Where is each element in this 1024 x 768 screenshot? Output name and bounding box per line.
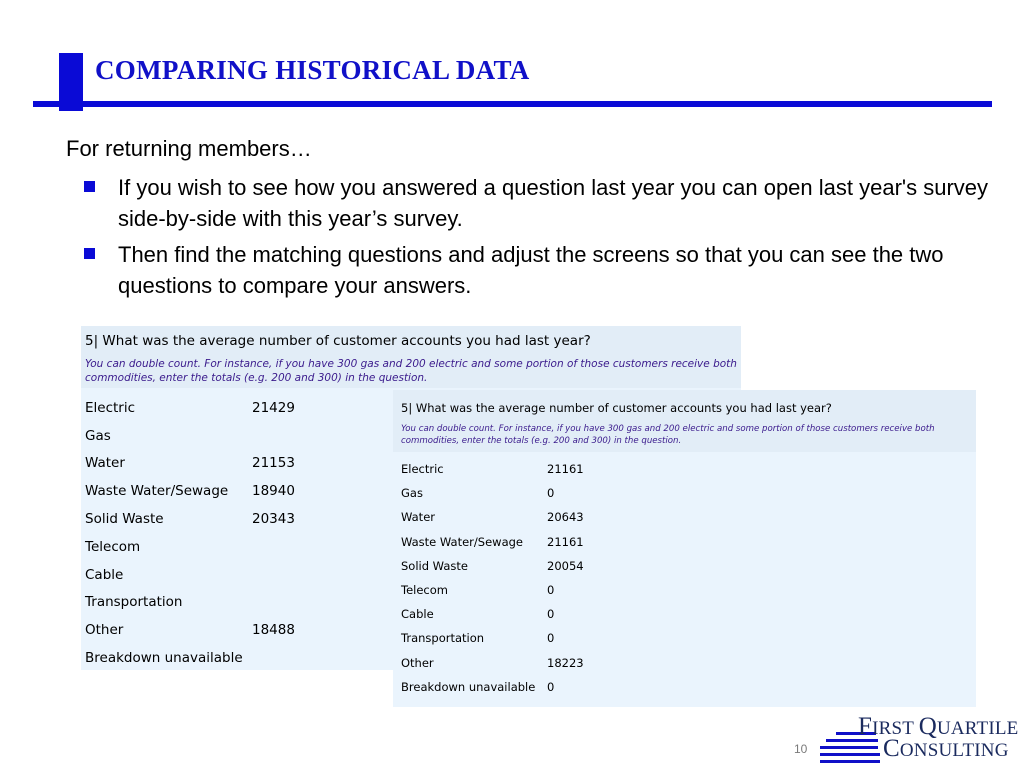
intro-text: For returning members…	[66, 136, 312, 161]
row-label: Gas	[85, 427, 111, 444]
row-label: Solid Waste	[401, 558, 468, 573]
row-label: Telecom	[85, 538, 141, 555]
row-label: Transportation	[85, 594, 183, 611]
table-row	[399, 626, 609, 650]
question-header	[393, 390, 976, 452]
company-logo	[820, 713, 1024, 763]
row-label: Transportation	[401, 631, 485, 646]
row-label: Other	[401, 655, 434, 670]
row-label: Water	[401, 510, 435, 525]
table-row	[83, 394, 314, 422]
table-row	[399, 505, 609, 529]
row-value[interactable]: 20343	[252, 511, 295, 528]
row-value[interactable]: 21153	[252, 455, 295, 472]
title-divider	[33, 101, 992, 107]
row-label: Cable	[85, 566, 124, 583]
row-label: Other	[85, 622, 124, 639]
row-value[interactable]: 0	[547, 486, 555, 501]
bullet-item	[82, 239, 992, 301]
row-label: Cable	[401, 607, 434, 622]
slide-title: COMPARING HISTORICAL DATA	[95, 55, 530, 85]
row-label: Telecom	[401, 583, 448, 598]
table-row	[399, 481, 609, 505]
logo-wordmark-line2: CONSULTING	[883, 735, 1009, 762]
logo-stripe	[820, 753, 880, 756]
table-row	[83, 616, 314, 644]
row-label: Electric	[85, 399, 136, 416]
row-value[interactable]: 21161	[547, 534, 584, 549]
question-note: You can double count. For instance, if you have 300 gas and 200 electric and some portion of those customers receive both commodities, enter the totals (e.g. 200 and 300) in the question.	[85, 358, 737, 384]
row-label: Gas	[401, 486, 423, 501]
table-row	[399, 651, 609, 675]
table-row	[399, 602, 609, 626]
table-row	[83, 644, 314, 672]
row-value[interactable]	[250, 422, 314, 450]
row-label: Breakdown unavailable	[85, 650, 243, 667]
square-bullet-icon	[84, 181, 95, 192]
table-row	[83, 422, 314, 450]
table-row	[399, 457, 609, 481]
question-note: You can double count. For instance, if you have 300 gas and 200 electric and some portion of those customers receive both commodities, enter the totals (e.g. 200 and 300) in the question.	[401, 424, 935, 446]
table-row	[399, 530, 609, 554]
row-value[interactable]: 0	[547, 631, 555, 646]
table-row	[83, 533, 314, 561]
bullet-text: Then find the matching questions and adjust the screens so that you can see the two questions to compare your answers.	[118, 242, 944, 298]
table-row	[83, 505, 314, 533]
question-header	[81, 326, 741, 388]
bullet-list	[82, 172, 992, 306]
answers-table	[399, 457, 609, 699]
row-value[interactable]: 0	[547, 679, 555, 694]
page-number: 10	[794, 742, 808, 756]
survey-panel-this-year[interactable]	[393, 390, 976, 707]
logo-stripe	[820, 746, 878, 749]
row-value[interactable]: 20054	[547, 558, 584, 573]
row-label: Waste Water/Sewage	[401, 534, 523, 549]
row-label: Electric	[401, 462, 444, 477]
table-row	[399, 554, 609, 578]
row-value[interactable]: 18488	[252, 622, 295, 639]
logo-stripe	[820, 760, 880, 763]
table-row	[83, 589, 314, 617]
row-value[interactable]: 18223	[547, 655, 584, 670]
row-value[interactable]: 21429	[252, 399, 295, 416]
bullet-item	[82, 172, 992, 234]
row-label: Water	[85, 455, 125, 472]
question-text: 5| What was the average number of customer accounts you had last year?	[85, 333, 591, 349]
row-value[interactable]: 21161	[547, 462, 584, 477]
answers-table	[83, 394, 314, 672]
square-bullet-icon	[84, 248, 95, 259]
row-value[interactable]: 0	[547, 607, 555, 622]
table-row	[83, 450, 314, 478]
row-value[interactable]	[250, 533, 314, 561]
question-text: 5| What was the average number of customer accounts you had last year?	[401, 401, 832, 415]
bullet-text: If you wish to see how you answered a question last year you can open last year's survey side-by-side with this year’s survey.	[118, 175, 989, 231]
row-label: Waste Water/Sewage	[85, 483, 229, 500]
row-value[interactable]	[250, 561, 314, 589]
table-row	[399, 578, 609, 602]
row-label: Solid Waste	[85, 511, 164, 528]
logo-wordmark-line1: FIRST QUARTILE	[858, 713, 1019, 740]
row-value[interactable]: 20643	[547, 510, 584, 525]
table-row	[83, 561, 314, 589]
row-value[interactable]: 18940	[252, 483, 295, 500]
table-row	[83, 477, 314, 505]
table-row	[399, 675, 609, 699]
row-value[interactable]: 0	[547, 583, 555, 598]
row-value[interactable]	[250, 644, 314, 672]
row-label: Breakdown unavailable	[401, 679, 536, 694]
row-value[interactable]	[250, 589, 314, 617]
